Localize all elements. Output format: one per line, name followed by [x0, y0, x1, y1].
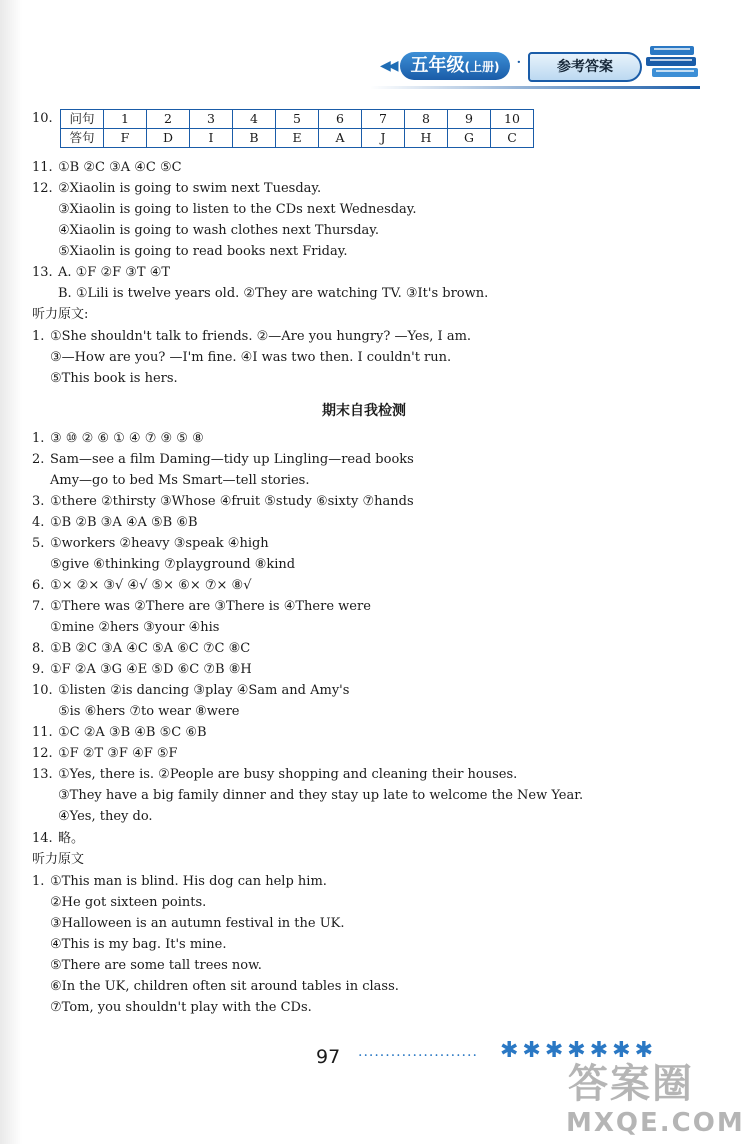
table-cell: A [319, 129, 362, 148]
answer-line [58, 766, 517, 784]
item-text: ⑥In the UK, children often sit around tables in class. [50, 979, 399, 994]
item-text: ①She shouldn't talk to friends. ②—Are you hungry? —Yes, I am. [50, 329, 472, 344]
answer-line [32, 682, 53, 700]
item-text: ③Xiaolin is going to listen to the CDs next Wednesday. [58, 202, 417, 217]
section-title: 期末自我检测 [322, 403, 406, 419]
q10-number: 10. [32, 111, 53, 126]
star-decoration-icon: ✱✱✱✱✱✱✱ [500, 1038, 658, 1063]
answer-line [50, 978, 399, 996]
item-text: ③—How are you? —I'm fine. ④I was two then. I couldn't run. [50, 350, 452, 365]
answer-line [58, 703, 240, 721]
item-text: ③Halloween is an autumn festival in the UK. [50, 916, 345, 931]
table-cell: C [491, 129, 534, 148]
item-text: ⑤This book is hers. [50, 371, 178, 386]
table-cell: B [233, 129, 276, 148]
answer-line [58, 830, 84, 848]
answer-line [32, 430, 44, 448]
item-number: 7. [32, 599, 45, 614]
table-cell: 9 [448, 110, 491, 129]
answer-line [50, 999, 312, 1017]
table-cell: 10 [491, 110, 534, 129]
table-cell: H [405, 129, 448, 148]
answer-line [32, 577, 44, 595]
answer-line [50, 957, 262, 975]
grade-label: 五年级 [410, 55, 465, 76]
answer-line [50, 915, 345, 933]
answer-line [32, 159, 53, 177]
item-text: ④This is my bag. It's mine. [50, 937, 227, 952]
table-cell: 2 [147, 110, 190, 129]
answer-line [32, 851, 84, 869]
books-icon [644, 42, 704, 86]
row-label-answers: 答句 [61, 129, 104, 148]
answer-line [32, 724, 53, 742]
answer-line [32, 451, 44, 469]
item-number: 2. [32, 452, 45, 467]
item-text: ⑦Tom, you shouldn't play with the CDs. [50, 1000, 312, 1015]
answer-line [58, 285, 488, 303]
answer-line [32, 264, 53, 282]
answer-line [50, 577, 251, 595]
answer-line [58, 264, 170, 282]
item-text: ①There was ②There are ③There is ④There were [50, 599, 371, 614]
answer-line [50, 451, 414, 469]
table-cell: 5 [276, 110, 319, 129]
answer-line [50, 598, 371, 616]
answer-line [58, 745, 178, 763]
term-label: (上册) [464, 60, 500, 74]
item-number: 4. [32, 515, 45, 530]
item-text: ⑤is ⑥hers ⑦to wear ⑧were [58, 704, 240, 719]
table-row-answers [61, 129, 534, 148]
item-text: ①B ②B ③A ④A ⑤B ⑥B [50, 515, 198, 530]
answer-line [50, 349, 451, 367]
grade-badge [400, 52, 510, 80]
answer-line [50, 472, 310, 490]
item-text: ④Xiaolin is going to wash clothes next Thursday. [58, 223, 380, 238]
item-number: 5. [32, 536, 45, 551]
table-cell: 7 [362, 110, 405, 129]
item-text: Sam—see a film Daming—tidy up Lingling—read books [50, 452, 414, 467]
item-number: 1. [32, 329, 45, 344]
answer-line [50, 640, 250, 658]
answer-line [32, 766, 53, 784]
answer-line [32, 535, 44, 553]
answer-line [32, 873, 44, 891]
answer-line [58, 180, 321, 198]
header-rule [370, 86, 700, 89]
answer-line [58, 682, 349, 700]
watermark-cn: 答案圈 [568, 1061, 694, 1107]
answer-line [50, 370, 178, 388]
item-number: 3. [32, 494, 45, 509]
item-text: ①B ②C ③A ④C ⑤C [58, 160, 182, 175]
item-text: ③ ⑩ ② ⑥ ① ④ ⑦ ⑨ ⑤ ⑧ [50, 431, 204, 446]
answer-line [32, 640, 44, 658]
item-text: ③They have a big family dinner and they stay up late to welcome the New Year. [58, 788, 584, 803]
item-number: 13. [32, 767, 53, 782]
item-text: ①C ②A ③B ④B ⑤C ⑥B [58, 725, 207, 740]
item-text: ④Yes, they do. [58, 809, 153, 824]
table-cell: I [190, 129, 233, 148]
item-text: ①This man is blind. His dog can help him. [50, 874, 327, 889]
item-text: A. ①F ②F ③T ④T [58, 265, 171, 280]
table-cell: 1 [104, 110, 147, 129]
table-cell: F [104, 129, 147, 148]
item-number: 8. [32, 641, 45, 656]
item-text: ①Yes, there is. ②People are busy shopping and cleaning their houses. [58, 767, 518, 782]
item-number: 14. [32, 831, 53, 846]
item-text: ②Xiaolin is going to swim next Tuesday. [58, 181, 322, 196]
row-label-questions: 问句 [61, 110, 104, 129]
page-edge [0, 0, 22, 1144]
answer-line [50, 556, 295, 574]
watermark [548, 1050, 745, 1140]
item-text: ⑤There are some tall trees now. [50, 958, 262, 973]
q10-answer-table [60, 109, 534, 148]
answer-line [58, 724, 207, 742]
item-text: ①there ②thirsty ③Whose ④fruit ⑤study ⑥sixty ⑦hands [50, 494, 414, 509]
answer-line [50, 619, 219, 637]
double-arrow-icon: ◀◀ [380, 58, 396, 74]
page-header [370, 38, 710, 96]
item-text: ①workers ②heavy ③speak ④high [50, 536, 269, 551]
item-number: 1. [32, 874, 45, 889]
table-cell: G [448, 129, 491, 148]
item-text: ①B ②C ③A ④C ⑤A ⑥C ⑦C ⑧C [50, 641, 251, 656]
answer-line [58, 159, 182, 177]
footer-dotted-rule: ...................... [358, 1044, 478, 1060]
answer-line [32, 493, 44, 511]
answer-line [58, 222, 379, 240]
watermark-en: MXQE.COM [566, 1108, 745, 1138]
answer-line [32, 830, 53, 848]
item-text: ①F ②A ③G ④E ⑤D ⑥C ⑦B ⑧H [50, 662, 252, 677]
answer-line [50, 493, 414, 511]
table-cell: J [362, 129, 405, 148]
answer-line [50, 535, 269, 553]
table-cell: 8 [405, 110, 448, 129]
item-number: 12. [32, 746, 53, 761]
table-cell: D [147, 129, 190, 148]
answer-line [32, 180, 53, 198]
answer-line [32, 514, 44, 532]
item-number: 6. [32, 578, 45, 593]
item-text: ①F ②T ③F ④F ⑤F [58, 746, 178, 761]
answer-line [58, 787, 583, 805]
page-number: 97 [316, 1046, 341, 1068]
item-text: ⑤give ⑥thinking ⑦playground ⑧kind [50, 557, 296, 572]
item-number: 9. [32, 662, 45, 677]
item-number: 11. [32, 725, 53, 740]
answer-line [32, 328, 44, 346]
item-number: 10. [32, 683, 53, 698]
table-cell: 3 [190, 110, 233, 129]
answer-line [50, 894, 206, 912]
item-text: ①× ②× ③√ ④√ ⑤× ⑥× ⑦× ⑧√ [50, 578, 252, 593]
item-text: Amy—go to bed Ms Smart—tell stories. [50, 473, 310, 488]
item-number: 1. [32, 431, 45, 446]
item-text: ②He got sixteen points. [50, 895, 207, 910]
answer-line [58, 201, 417, 219]
item-number: 11. [32, 160, 53, 175]
header-dot: · [516, 52, 522, 73]
answer-line [50, 514, 198, 532]
item-text: ①listen ②is dancing ③play ④Sam and Amy's [58, 683, 350, 698]
answer-line [50, 328, 471, 346]
answers-badge: 参考答案 [528, 52, 642, 82]
item-text: ①mine ②hers ③your ④his [50, 620, 220, 635]
table-cell: 6 [319, 110, 362, 129]
listening-heading: 听力原文: [32, 307, 89, 322]
item-text: 略。 [58, 831, 85, 846]
answer-line [32, 661, 44, 679]
item-number: 13. [32, 265, 53, 280]
table-cell: 4 [233, 110, 276, 129]
table-cell: E [276, 129, 319, 148]
answer-line [58, 808, 153, 826]
item-text: B. ①Lili is twelve years old. ②They are watching TV. ③It's brown. [58, 286, 489, 301]
answer-line [32, 745, 53, 763]
answer-line [58, 243, 347, 261]
answer-line [32, 306, 88, 324]
answer-line [50, 936, 227, 954]
table-row-questions [61, 110, 534, 129]
answer-line [32, 598, 44, 616]
listening-heading: 听力原文 [32, 852, 85, 867]
item-text: ⑤Xiaolin is going to read books next Friday. [58, 244, 348, 259]
answer-line [50, 661, 252, 679]
answer-line [50, 873, 327, 891]
answer-line [50, 430, 204, 448]
item-number: 12. [32, 181, 53, 196]
